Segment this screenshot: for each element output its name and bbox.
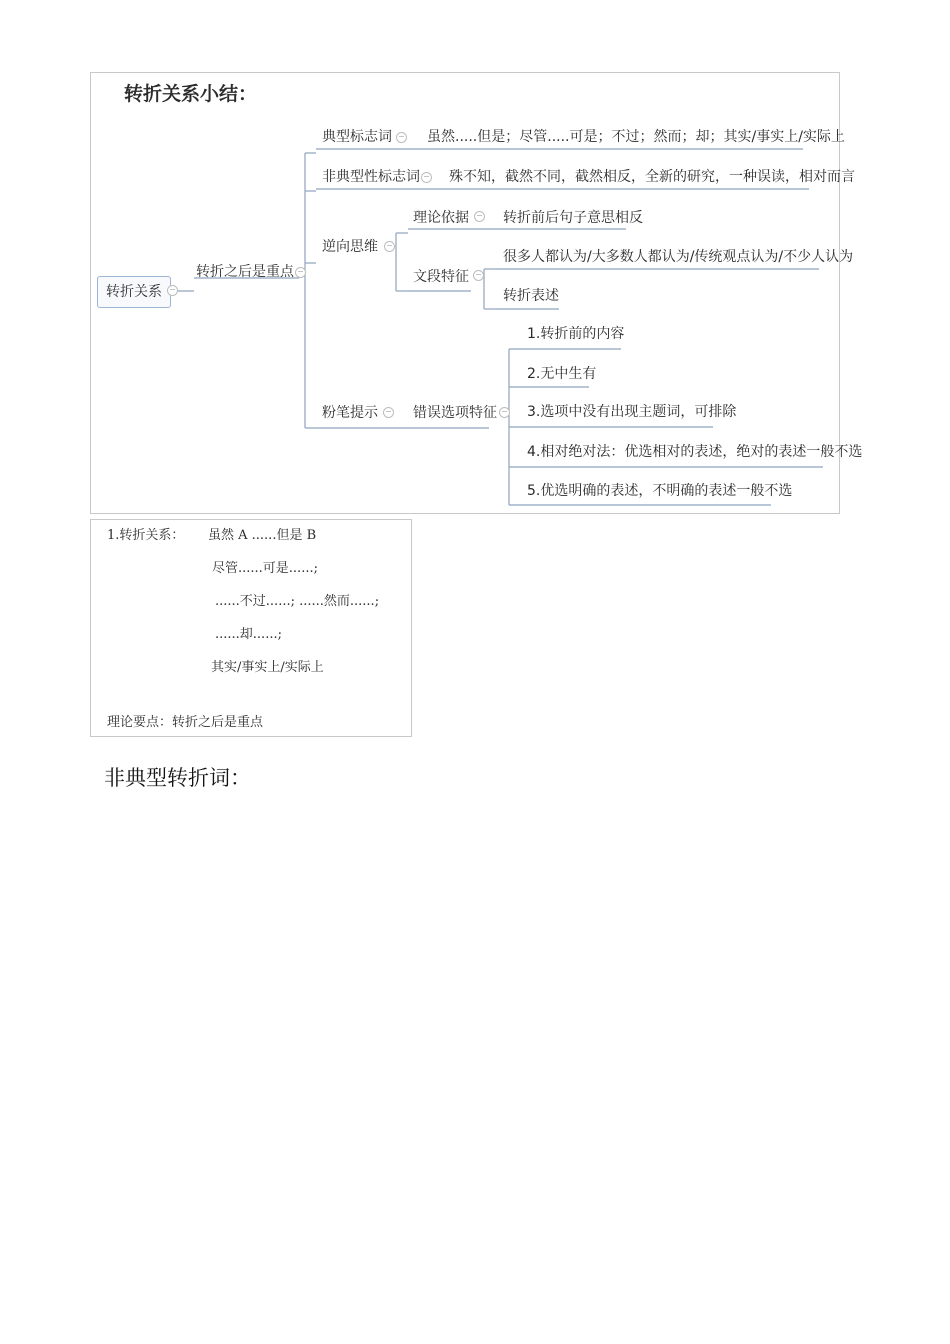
wrong-option-item: 4.相对绝对法：优选相对的表述，绝对的表述一般不选 [527,444,863,460]
main-node[interactable]: 转折之后是重点 [196,264,294,280]
wrong-option-item: 2.无中生有 [527,366,597,382]
collapse-toggle-icon[interactable]: − [383,407,394,418]
passage-feature-node[interactable]: 文段特征 [413,269,469,285]
summary-line: 虽然 A ......但是 B [208,528,317,543]
summary-line: 尽管......可是......; [212,561,318,576]
collapse-toggle-icon[interactable]: − [499,407,510,418]
passage-feature-item: 转折表述 [503,288,559,304]
root-node[interactable]: 转折关系 [97,276,171,308]
wrong-option-item: 5.优选明确的表述，不明确的表述一般不选 [527,483,793,499]
summary-line: 其实/事实上/实际上 [211,660,324,675]
wrong-option-node[interactable]: 错误选项特征 [413,405,497,421]
typical-marker-node[interactable]: 典型标志词 [322,129,392,145]
collapse-toggle-icon[interactable]: − [421,172,432,183]
mind-map-title: 转折关系小结： [124,83,258,105]
mind-map-panel [90,72,863,514]
section-heading: 非典型转折词： [104,766,251,790]
collapse-toggle-icon[interactable]: − [474,211,485,222]
collapse-toggle-icon[interactable]: − [167,285,178,296]
collapse-toggle-icon[interactable]: − [396,132,407,143]
collapse-toggle-icon[interactable]: − [384,241,395,252]
atypical-marker-detail: 殊不知，截然不同，截然相反，全新的研究，一种误读，相对而言 [449,169,855,185]
collapse-toggle-icon[interactable]: − [295,267,306,278]
passage-feature-item: 很多人都认为/大多数人都认为/传统观点认为/不少人认为 [503,249,854,265]
atypical-marker-node[interactable]: 非典型性标志词 [322,169,420,185]
reverse-thinking-node[interactable]: 逆向思维 [322,239,378,255]
summary-line: ......不过......; ......然而......; [215,594,380,609]
theory-point: 理论要点：转折之后是重点 [107,715,264,730]
wrong-option-item: 1.转折前的内容 [527,326,625,342]
collapse-toggle-icon[interactable]: − [473,270,484,281]
theory-basis-detail: 转折前后句子意思相反 [503,210,643,226]
typical-marker-detail: 虽然.....但是；尽管.....可是；不过；然而；却；其实/事实上/实际上 [427,129,845,145]
wrong-option-item: 3.选项中没有出现主题词，可排除 [527,404,737,420]
summary-box [90,519,412,737]
tips-node[interactable]: 粉笔提示 [322,405,378,421]
summary-line-label: 1.转折关系： [107,528,185,543]
theory-basis-node[interactable]: 理论依据 [413,210,469,226]
summary-line: ......却......; [215,627,282,642]
